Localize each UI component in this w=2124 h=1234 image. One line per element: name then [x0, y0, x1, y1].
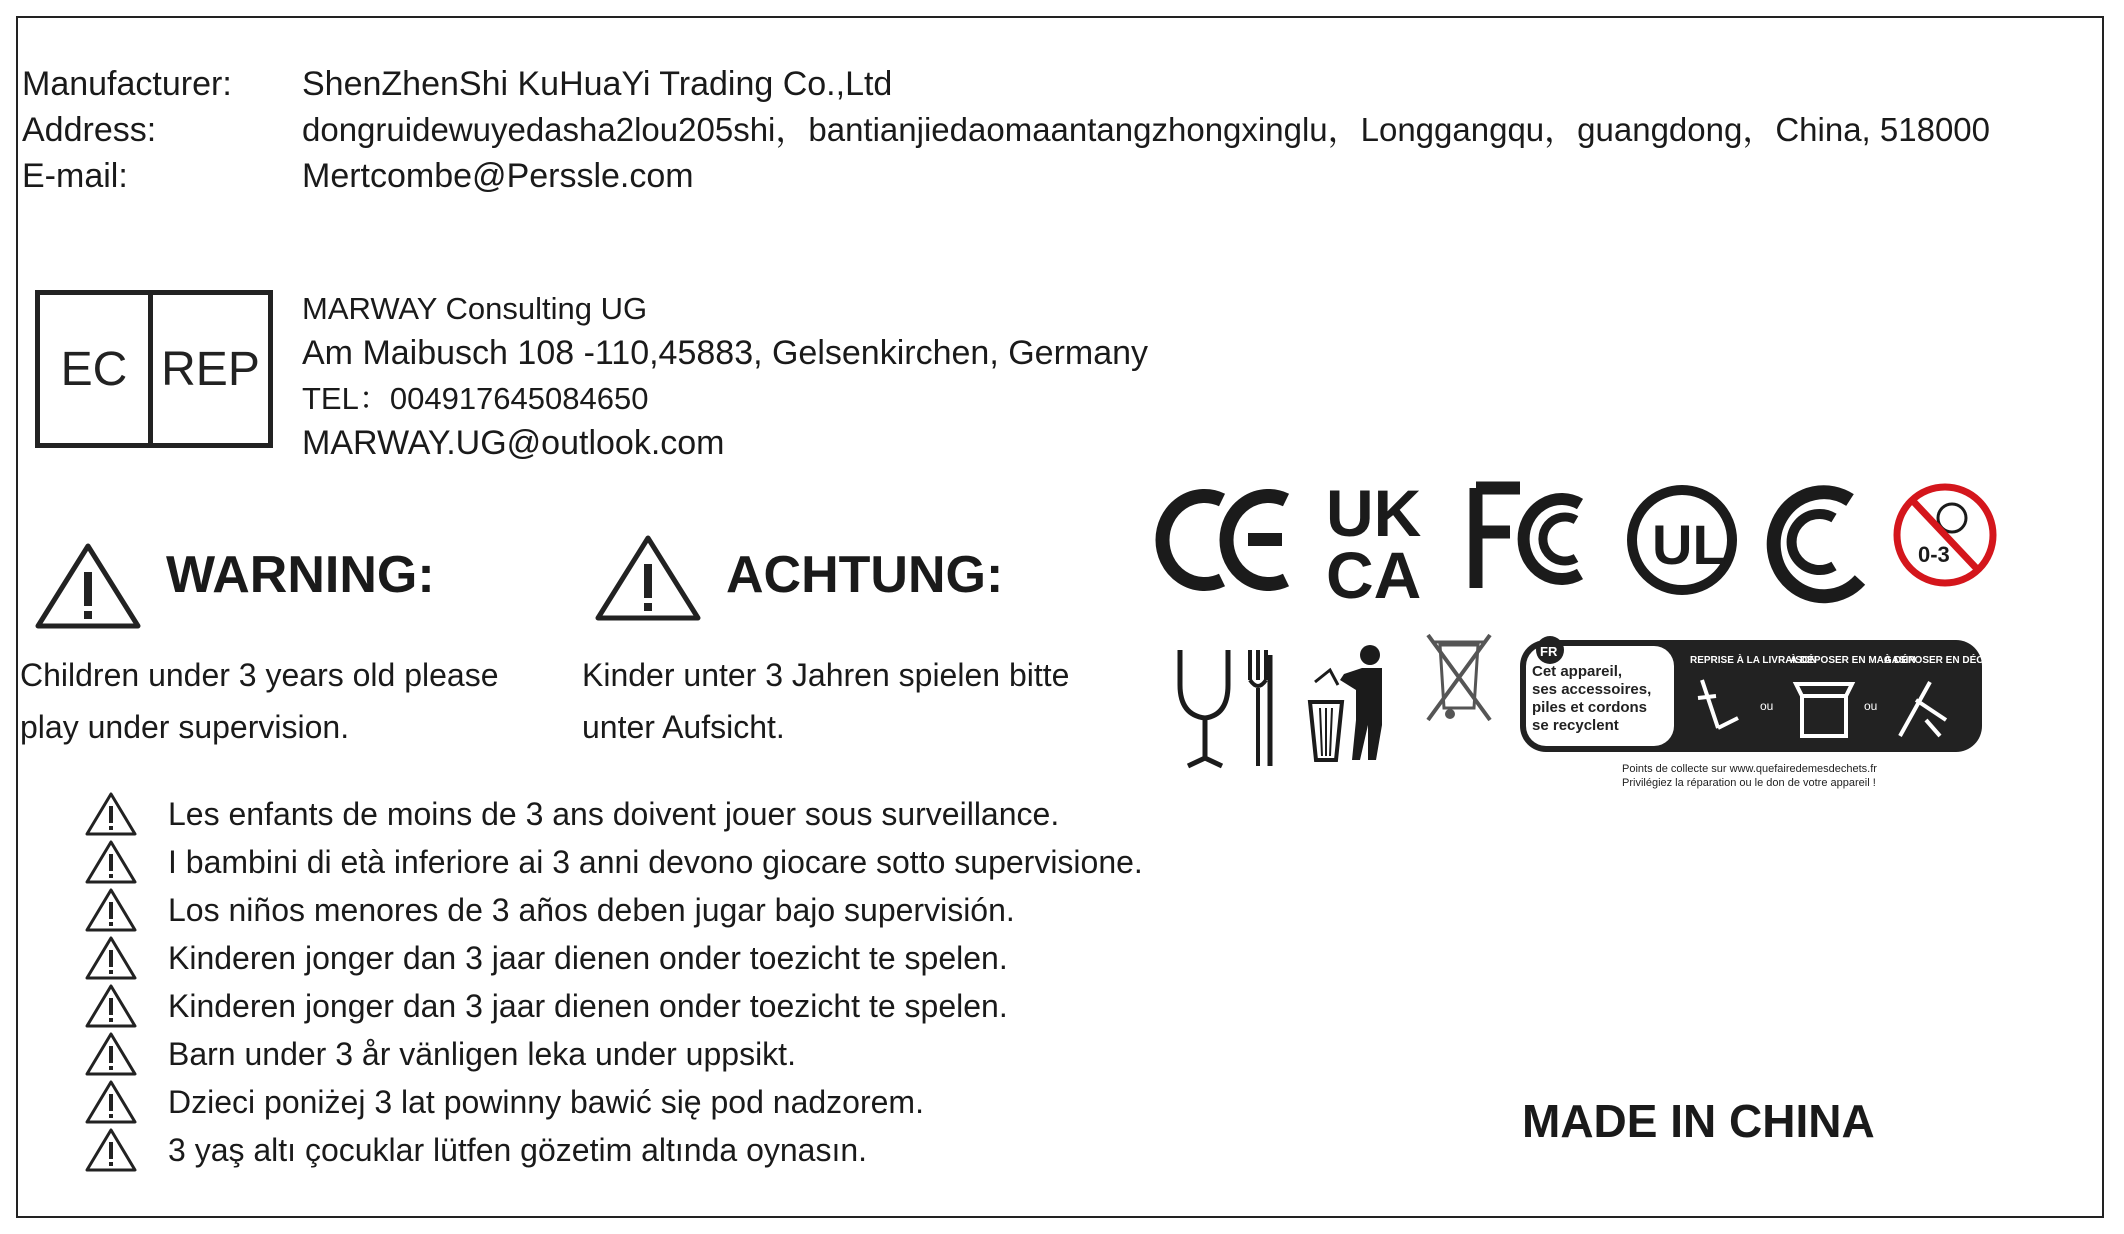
warning-list-item	[84, 982, 1008, 1030]
warning-list-text: Les enfants de moins de 3 ans doivent jouer sous surveillance.	[168, 795, 1060, 832]
warning-list-item	[84, 886, 1015, 934]
triman-ou1: ou	[1760, 699, 1774, 713]
achtung-text: Kinder unter 3 Jahren spielen bitte unter Aufsicht.	[582, 657, 1070, 745]
warning-list-text: Los niños menores de 3 años deben jugar bajo supervisión.	[168, 891, 1015, 928]
warning-list-item	[84, 1126, 867, 1174]
warning-triangle-icon	[84, 839, 138, 885]
ec-rep-badge	[35, 290, 273, 448]
made-in-label: MADE IN CHINA	[1522, 1095, 1875, 1147]
ec-rep-badge-left: EC	[40, 295, 153, 443]
warning-title: WARNING:	[166, 546, 435, 604]
address-label: Address:	[22, 111, 157, 149]
weee-bin-icon	[1428, 635, 1490, 720]
warning-triangle-icon	[32, 540, 144, 632]
manufacturer-value: ShenZhenShi KuHuaYi Trading Co.,Ltd	[302, 65, 893, 103]
china-ccc-like-mark	[1774, 492, 1860, 596]
triman-line4: se recyclent	[1532, 717, 1619, 734]
warning-list-text: Kinderen jonger dan 3 jaar dienen onder toezicht te spelen.	[168, 939, 1008, 976]
fcc-mark	[1476, 488, 1580, 588]
triman-line3: piles et cordons	[1532, 699, 1648, 716]
warning-list-item	[84, 1030, 796, 1078]
ukca-bottom-text: CA	[1326, 538, 1422, 612]
ul-mark	[1632, 490, 1732, 590]
certification-marks	[1170, 470, 2027, 810]
email-value: Mertcombe@Perssle.com	[302, 157, 694, 195]
achtung-title: ACHTUNG:	[726, 546, 1004, 604]
warning-list-item	[84, 838, 1143, 886]
ul-text: UL	[1652, 513, 1727, 576]
warning-text: Children under 3 years old please play under supervision.	[20, 657, 499, 745]
ec-rep-email: MARWAY.UG@outlook.com	[302, 424, 725, 462]
triman-ou2: ou	[1864, 699, 1878, 713]
triman-col3: À DÉPOSER EN DÉCHETERIE	[1884, 655, 2027, 666]
warning-triangle-icon	[84, 1127, 138, 1173]
ec-rep-tel: TEL：004917645084650	[302, 381, 649, 416]
warning-list-text: 3 yaş altı çocuklar lütfen gözetim altında oynasın.	[168, 1131, 868, 1168]
tidy-man-icon	[1310, 645, 1382, 760]
manufacturer-label: Manufacturer:	[22, 65, 232, 103]
ukca-top-text: UK	[1326, 476, 1422, 550]
age-limit-text: 0-3	[1918, 542, 1950, 567]
warning-list-item	[84, 934, 1008, 982]
email-label: E-mail:	[22, 157, 128, 195]
ukca-mark	[1326, 476, 1422, 612]
warning-list-text: Kinderen jonger dan 3 jaar dienen onder toezicht te spelen.	[168, 987, 1008, 1024]
warning-triangle-icon	[84, 1031, 138, 1077]
triman-line1: Cet appareil,	[1532, 663, 1623, 680]
warning-list-text: Barn under 3 år vänligen leka under uppsikt.	[168, 1035, 796, 1072]
warning-list-item	[84, 1078, 924, 1126]
triman-info-icon	[1520, 636, 2027, 789]
achtung-triangle-icon	[592, 532, 704, 624]
no-under-3-icon	[1897, 487, 1993, 583]
warning-triangle-icon	[84, 983, 138, 1029]
warning-list-item	[84, 790, 1059, 838]
triman-col1: REPRISE À LA LIVRAISON	[1690, 655, 1817, 666]
triman-line2: ses accessoires,	[1532, 681, 1652, 698]
food-safe-icon	[1180, 650, 1270, 766]
triman-footer2: Privilégiez la réparation ou le don de votre appareil !	[1622, 777, 1876, 789]
ec-rep-badge-right: REP	[161, 342, 260, 396]
warning-triangle-icon	[84, 1079, 138, 1125]
warning-triangle-icon	[84, 887, 138, 933]
triman-col2: À DÉPOSER EN MAGASIN	[1790, 655, 1916, 666]
ec-rep-address: Am Maibusch 108 -110,45883, Gelsenkirchen, Germany	[302, 334, 1149, 372]
ce-mark	[1163, 496, 1286, 584]
triman-footer1: Points de collecte sur www.quefairedemesdechets.fr	[1622, 763, 1877, 775]
warning-list-text: Dzieci poniżej 3 lat powinny bawić się pod nadzorem.	[168, 1083, 924, 1120]
address-value: dongruidewuyedasha2lou205shi，bantianjiedaomaantangzhongxinglu，Longgangqu，guangdong，China, 518000	[302, 111, 1991, 148]
warning-list-text: I bambini di età inferiore ai 3 anni devono giocare sotto supervisione.	[168, 843, 1143, 880]
warning-triangle-icon	[84, 791, 138, 837]
warning-triangle-icon	[84, 935, 138, 981]
ec-rep-company: MARWAY Consulting UG	[302, 291, 648, 326]
triman-badge: FR	[1540, 644, 1558, 659]
